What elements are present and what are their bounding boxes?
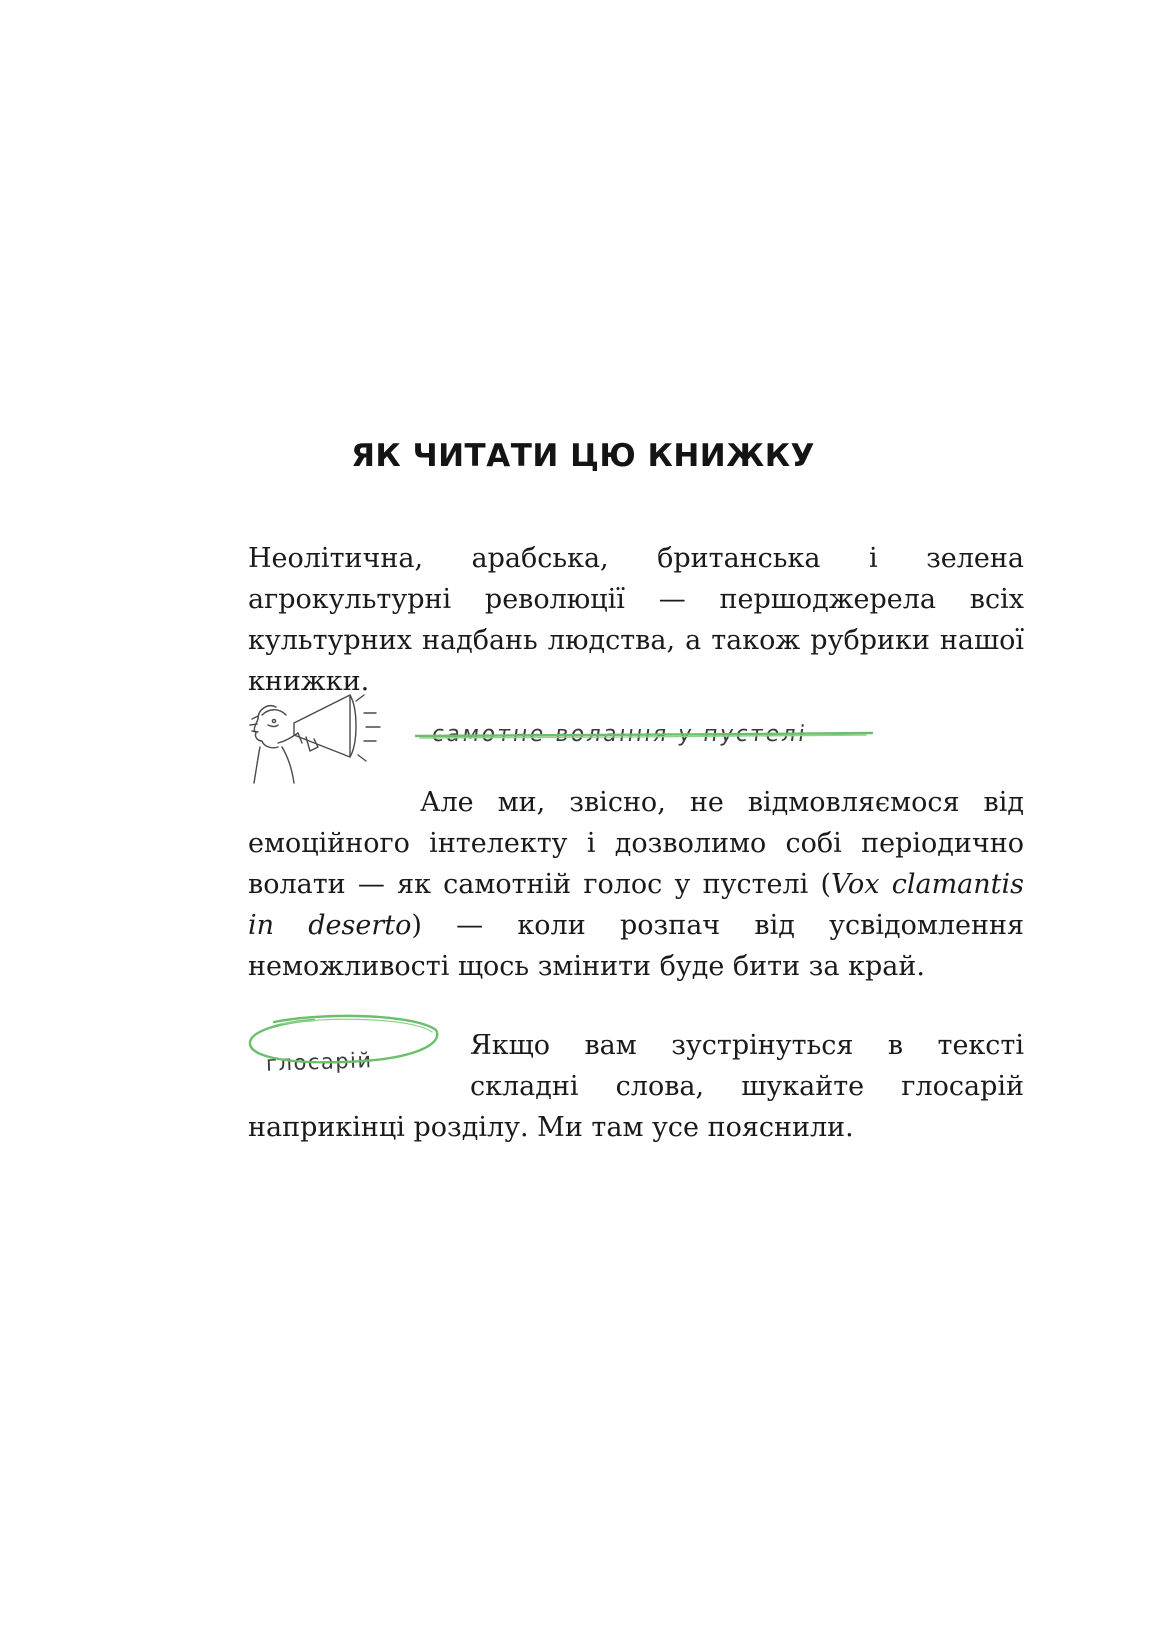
glossary-paragraph bbox=[248, 1025, 1024, 1148]
vox-text-after: ) — коли розпач від усвідомлення неможливості щось змінити буде бити за край. bbox=[248, 910, 1024, 982]
megaphone-person-icon bbox=[238, 685, 398, 785]
vox-latin-phrase: Vox clamantis in deserto bbox=[248, 869, 1024, 941]
vox-section-label: самотне волання у пустелі bbox=[430, 722, 809, 747]
vox-label-underline bbox=[414, 728, 874, 744]
intro-paragraph: Неолітична, арабська, британська і зелена агрокультурні революції — першоджерела всіх культурних надбань людства, а також рубрики нашої книжки. bbox=[248, 543, 1024, 697]
vox-paragraph bbox=[248, 782, 1024, 987]
glossary-section-label: глосарій bbox=[265, 1048, 373, 1076]
vox-text-before: Але ми, звісно, не відмовляємося від емоційного інтелекту і дозволимо собі періодично волати — як самотній голос у пустелі ( bbox=[248, 787, 1024, 900]
page-title: ЯК ЧИТАТИ ЦЮ КНИЖКУ bbox=[351, 438, 815, 474]
glossary-text: Якщо вам зустрінуться в тексті складні слова, шукайте глосарій наприкінці розділу. Ми там усе пояснили. bbox=[248, 1030, 1024, 1143]
